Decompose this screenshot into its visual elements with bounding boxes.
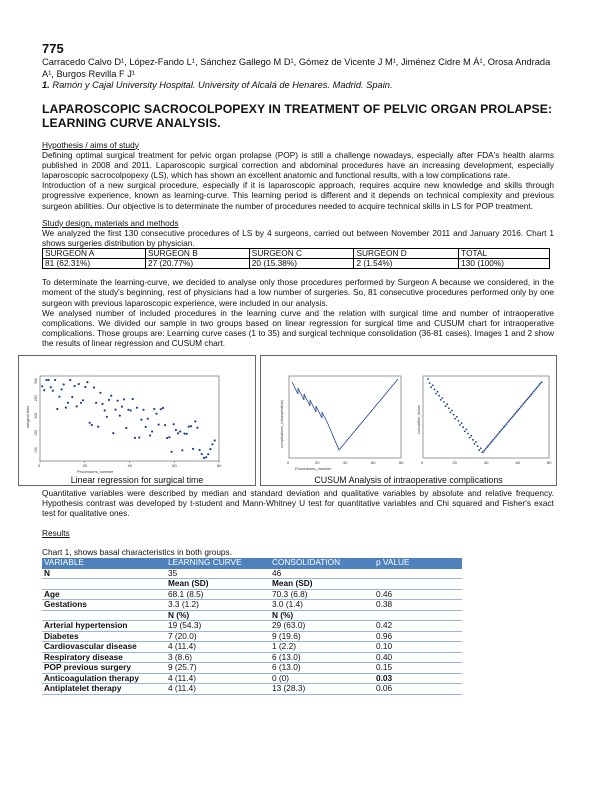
scatter-point [136,406,138,408]
figure-cusum [260,355,557,486]
scatter-point [84,385,86,387]
chart-1-caption: Chart 1, shows basal characteristics in both groups. [42,547,232,558]
scatter-point [205,456,207,458]
variable-cell: Antiplatelet therapy [42,684,166,695]
cusum-point [430,386,432,388]
value-cell: 0.46 [374,589,462,600]
table-row [42,610,462,621]
variable-cell: Arterial hypertension [42,621,166,632]
scatter-point [65,406,67,408]
value-cell: 0.96 [374,631,462,642]
scatter-point [71,396,73,398]
cusum-point [464,430,466,432]
cusum-point [506,423,508,425]
scatter-point [177,432,179,434]
cusum-point [499,430,501,432]
cusum-point [437,390,439,392]
cusum-point [478,449,480,451]
cusum-point [474,443,476,445]
value-cell: 9 (25.7) [166,663,270,674]
cusum-point [448,407,450,409]
scatter-point [61,388,63,390]
cusum-point [482,451,484,453]
cusum-point [435,392,437,394]
scatter-point [76,405,78,407]
value-cell: 9 (19.6) [270,631,374,642]
value-cell: 4 (11.4) [166,642,270,653]
value-cell: 0.06 [374,684,462,695]
surgeons-table-value-row [43,259,550,269]
cusum-point [532,392,534,394]
cusum-point [519,407,521,409]
value-cell: 1 (2.2) [270,642,374,653]
scatter-point [196,426,198,428]
scatter-point [114,408,116,410]
cusum-point [462,426,464,428]
value-cell: 13 (28.3) [270,684,374,695]
cusum-point [445,405,447,407]
linear-regression-x-label: Procedures_number [77,468,114,474]
cusum-point [442,397,444,399]
linear-regression-y-tick-label: 300 [34,377,38,384]
scatter-point [48,378,50,380]
basal-header-cell: LEARNING CURVE [166,558,270,568]
linear-regression-x-tick-label: 80 [217,462,222,468]
scatter-point [108,398,110,400]
cusum-b-x-tick-label: 20 [452,459,457,465]
scatter-point [214,439,216,441]
scatter-point [132,397,134,399]
scatter-point [149,434,151,436]
cusum-point [438,394,440,396]
cusum-plot-area-b [421,376,552,465]
cusum-point [530,393,532,395]
abstract-number: 775 [42,41,64,56]
cusum-point [539,382,541,384]
cusum-point [440,398,442,400]
cusum-point [429,382,431,384]
scatter-point [95,401,97,403]
cusum-point [494,437,496,439]
hypothesis-heading: Hypothesis / aims of study [42,139,139,150]
value-cell [374,610,462,621]
variable-cell: POP previous surgery [42,663,166,674]
scatter-point [199,448,201,450]
cusum-point [432,384,434,386]
scatter-point [82,399,84,401]
value-cell: 29 (63.0) [270,621,374,632]
scatter-point [86,381,88,383]
scatter-point [91,423,93,425]
abstract-page [25,41,554,695]
cusum-point [496,434,498,436]
cusum-a-x-tick-label: 60 [371,459,376,465]
scatter-point [93,386,95,388]
value-cell: 0 (0) [270,673,374,684]
cusum-a-x-tick-label: 0 [287,459,290,465]
cusum-point [493,438,495,440]
basal-header-cell: p VALUE [374,558,462,568]
scatter-point [151,430,153,432]
surgeons-header-cell: SURGEON B [145,249,249,259]
table-row [42,568,462,579]
scatter-point [63,383,65,385]
linear-regression-y-label: surgical time [25,405,30,428]
cusum-point [458,420,460,422]
value-cell: 3.0 (1.4) [270,600,374,611]
scatter-point [201,453,203,455]
linear-regression-y-tick-label: 150 [34,429,38,436]
cusum-point [461,422,463,424]
value-cell: Mean (SD) [270,579,374,590]
study-design-heading: Study design, materials and methods [42,217,179,228]
scatter-point [138,436,140,438]
cusum-point [450,411,452,413]
cusum-b-x-tick-label: 80 [547,459,552,465]
scatter-point [41,385,43,387]
basal-header-cell: CONSOLIDATION [270,558,374,568]
cusum-point [487,444,489,446]
variable-cell: Cardiovascular disease [42,642,166,653]
cusum-point [513,413,515,415]
figure-1-caption: Linear regression for surgical time [39,475,235,485]
value-cell: 68.1 (8.5) [166,589,270,600]
cusum-b-y-label: cumulative_failure [417,404,421,434]
table-row [42,673,462,684]
surgeons-value-cell: 20 (15.38%) [249,259,354,269]
scatter-point [106,415,108,417]
value-cell: 0.10 [374,642,462,653]
cusum-point [475,441,477,443]
scatter-point [207,453,209,455]
figure-linear-regression [18,355,256,486]
basal-table-body [42,568,462,694]
surgeons-table-header-row [43,249,550,259]
scatter-point [80,401,82,403]
cusum-point [469,436,471,438]
scatter-point [181,449,183,451]
scatter-point [179,430,181,432]
cusum-point [534,389,536,391]
scatter-point [194,420,196,422]
cusum-point [516,410,518,412]
linear-regression-frame [40,376,219,461]
scatter-point [78,382,80,384]
surgeons-table [42,248,550,269]
scatter-point [134,436,136,438]
scatter-point [173,423,175,425]
scatter-point [73,384,75,386]
scatter-point [171,450,173,452]
author-list: Carracedo Calvo D¹, López-Fando L¹, Sánchez Gallego M D¹, Gómez de Vicente J M¹, Jiménez Cidre M Á¹, Orosa Andrada A¹, Burgos Revilla F J¹ [42,57,551,79]
cusum-point [524,401,526,403]
scatter-point [89,421,91,423]
cusum-point [480,447,482,449]
figures-strip [25,355,554,486]
scatter-point [104,409,106,411]
cusum-point [503,426,505,428]
value-cell: 46 [270,568,374,579]
scatter-point [125,426,127,428]
cusum-b-x-tick-label: 60 [515,459,520,465]
scatter-point [58,395,60,397]
cusum-point [466,428,468,430]
basal-table-header-row [42,558,462,568]
cusum-point [454,417,456,419]
cusum-point [490,441,492,443]
value-cell: 19 (54.3) [166,621,270,632]
cusum-plot [261,356,556,485]
cusum-a-frame [289,376,401,458]
cusum-point [491,440,493,442]
table-row [42,600,462,611]
cusum-point [512,415,514,417]
scatter-point [121,405,123,407]
scatter-point [188,425,190,427]
results-heading: Results [42,528,70,539]
scatter-point [101,402,103,404]
table-row [42,579,462,590]
cusum-point [443,401,445,403]
value-cell: 3 (8.6) [166,652,270,663]
scatter-point [166,436,168,438]
basal-header-cell: VARIABLE [42,558,166,568]
linear-regression-x-tick-label: 20 [82,462,88,468]
cusum-point [520,406,522,408]
linear-regression-x-tick-label: 60 [172,462,177,468]
surgeons-header-cell: SURGEON D [354,249,459,259]
value-cell: 7 (20.0) [166,631,270,642]
linear-regression-plot-area [34,376,222,468]
affiliation [42,80,554,92]
cusum-a-x-tick-label: 80 [399,459,404,465]
cusum-point [427,378,429,380]
value-cell: 0.03 [374,673,462,684]
surgeons-header-cell: SURGEON A [43,249,146,259]
value-cell: 35 [166,568,270,579]
scatter-point [119,414,121,416]
cusum-point [451,409,453,411]
cusum-point [521,404,523,406]
scatter-point [69,378,71,380]
linear-regression-x-tick-label: 0 [38,462,41,468]
variable-cell: N [42,568,166,579]
scatter-point [130,409,132,411]
cusum-point [483,449,485,451]
scatter-point [99,391,101,393]
cusum-point [485,448,487,450]
value-cell: 4 (11.4) [166,673,270,684]
scatter-point [97,425,99,427]
scatter-point [190,425,192,427]
value-cell: 6 (13.0) [270,652,374,663]
scatter-point [183,432,185,434]
scatter-point [155,412,157,414]
scatter-point [140,418,142,420]
cusum-point [526,398,528,400]
value-cell: 0.15 [374,663,462,674]
cusum-point [508,420,510,422]
linear-regression-x-tick-label: 40 [127,462,132,468]
cusum-point [538,384,540,386]
scatter-point [112,432,114,434]
scatter-point [67,401,69,403]
cusum-point [504,424,506,426]
linear-regression-plot [19,356,255,485]
cusum-a-y-label: complications_(intraoperative) [280,399,284,448]
cusum-point [533,390,535,392]
cusum-point [498,432,500,434]
variable-cell: Diabetes [42,631,166,642]
cusum-a-line [292,379,398,450]
cusum-point [446,403,448,405]
cusum-point [459,424,461,426]
scatter-point [117,399,119,401]
cusum-point [537,386,539,388]
cusum-plot-area-a [287,376,404,465]
study-design-paragraph-3: We analysed number of included procedures in the learning curve and the relation with surgical time and number of intraoperative complications. We divided our sample in two groups based on linear regression for surgical time and CUSUM chart for intraoperative complications. Those groups are: Learning curve cases (1 to 35) and surgical technique consolidation (36-81 cases). Images 1 and 2 show the results of linear regression and CUSUM chart. [42,307,554,349]
scatter-point [147,417,149,419]
paper-title: LAPAROSCOPIC SACROCOLPOPEXY IN TREATMENT OF PELVIC ORGAN PROLAPSE: LEARNING CURVE ANALYSIS. [42,101,553,130]
study-design-paragraph-1: We analyzed the first 130 consecutive procedures of LS by 4 surgeons, carried out between November 2011 and January 2016. Chart 1 shows surgeries distribution by physician. [42,227,554,248]
cusum-a-x-label: Procedures_number [295,465,332,471]
cusum-point [453,413,455,415]
cusum-point [486,446,488,448]
scatter-point [43,389,45,391]
cusum-point [507,421,509,423]
scatter-point [162,406,164,408]
surgeons-header-cell: SURGEON C [249,249,354,259]
value-cell: N (%) [270,610,374,621]
value-cell: 70.3 (6.8) [270,589,374,600]
surgeons-value-cell: 130 (100%) [459,259,550,269]
value-cell: 4 (11.4) [166,684,270,695]
variable-cell: Gestations [42,600,166,611]
cusum-point [470,434,472,436]
scatter-point [45,378,47,380]
cusum-point [517,409,519,411]
scatter-point [160,408,162,410]
cusum-point [500,429,502,431]
scatter-point [145,425,147,427]
cusum-point [502,427,504,429]
cusum-point [541,381,543,383]
surgeons-value-cell: 27 (20.77%) [145,259,249,269]
scatter-point [158,423,160,425]
variable-cell: Age [42,589,166,600]
scatter-point [56,407,58,409]
cusum-point [434,388,436,390]
scatter-point [153,407,155,409]
value-cell [374,568,462,579]
scatter-point [164,424,166,426]
scatter-point [209,448,211,450]
cusum-point [489,443,491,445]
cusum-point [509,418,511,420]
value-cell: 0.38 [374,600,462,611]
scatter-point [192,447,194,449]
scatter-point [168,436,170,438]
cusum-point [495,435,497,437]
variable-cell [42,610,166,621]
scatter-point [52,389,54,391]
cusum-a-x-tick-label: 40 [343,459,348,465]
cusum-b-x-tick-label: 40 [484,459,489,465]
scatter-point [123,398,125,400]
table-row [42,621,462,632]
hypothesis-paragraph-2: Introduction of a new surgical procedure, especially if it is laparoscopic approach, requires acquire new knowledge and skills through progressive experience, known as learning-curve. This learning period is different and it depends on technical complexity and previous surgeon abilities. Our objective is to determinate the number of procedures needed to acquire technical skills in LS for POP treatment. [42,180,554,211]
cusum-point [525,400,527,402]
value-cell: N (%) [166,610,270,621]
surgeons-value-cell: 81 (62.31%) [43,259,146,269]
study-design-paragraph-2: To determinate the learning-curve, we decided to analyse only those procedures performed by Surgeon A because we considered, in the moment of the study's beginning, rest of physicians had a low number of surgeries. So, 81 consecutive procedures performed only by one surgeon with previous laparoscopic experience, were included in our analysis. [42,277,554,308]
hypothesis-paragraph-1: Defining optimal surgical treatment for pelvic organ prolapse (POP) is still a challenge nowadays, especially after FDA's health alarms published in 2008 and 2011. Laparoscopic surgical correction and abdominal procedures have an increasing development, especially laparoscopic sacrocolpopexy (LS), which has shown an excellent anatomic and functional results, with a low complications rate. [42,149,554,180]
scatter-point [50,386,52,388]
affiliation-text: Ramón y Cajal University Hospital. University of Alcalá de Henares. Madrid. Spain. [52,80,393,90]
cusum-point [477,445,479,447]
value-cell: 0.40 [374,652,462,663]
cusum-point [472,438,474,440]
cusum-point [535,387,537,389]
value-cell: 0.42 [374,621,462,632]
cusum-point [511,417,513,419]
scatter-point [186,432,188,434]
surgeons-header-cell: TOTAL [459,249,550,259]
cusum-point [456,415,458,417]
table-row [42,631,462,642]
variable-cell: Anticoagulation therapy [42,673,166,684]
value-cell: 3.3 (1.2) [166,600,270,611]
figure-2-caption: CUSUM Analysis of intraoperative complications [281,475,536,485]
cusum-b-x-tick-label: 0 [421,459,424,465]
scatter-point [110,394,112,396]
cusum-point [515,412,517,414]
scatter-point [203,456,205,458]
scatter-point [54,378,56,380]
surgeons-value-cell: 2 (1.54%) [354,259,459,269]
table-row [42,642,462,653]
value-cell [374,579,462,590]
scatter-point [127,408,129,410]
linear-regression-y-tick-label: 250 [34,394,38,401]
cusum-point [529,395,531,397]
methods-paragraph-4: Quantitative variables were described by median and standard deviation and qualitative variables by absolute and relative frequency. Hypothesis contrast was developed by t-student and Mann-Whitney U test for quantitative variables and Chi squared and Fisher's exact test for qualitative ones. [42,487,554,518]
value-cell: Mean (SD) [166,579,270,590]
table-row [42,663,462,674]
cusum-point [528,396,530,398]
variable-cell: Respiratory disease [42,652,166,663]
table-row [42,652,462,663]
linear-regression-y-tick-label: 200 [34,412,38,419]
cusum-a-x-tick-label: 20 [315,459,320,465]
cusum-point [522,403,524,405]
cusum-b-frame [423,376,549,458]
table-row [42,684,462,695]
variable-cell [42,579,166,590]
basal-characteristics-table [42,558,462,695]
scatter-point [175,428,177,430]
scatter-point [211,443,213,445]
table-row [42,589,462,600]
scatter-point [142,408,144,410]
affiliation-marker: 1. [42,80,50,90]
value-cell: 6 (13.0) [270,663,374,674]
linear-regression-y-tick-label: 100 [34,446,38,453]
cusum-point [467,432,469,434]
